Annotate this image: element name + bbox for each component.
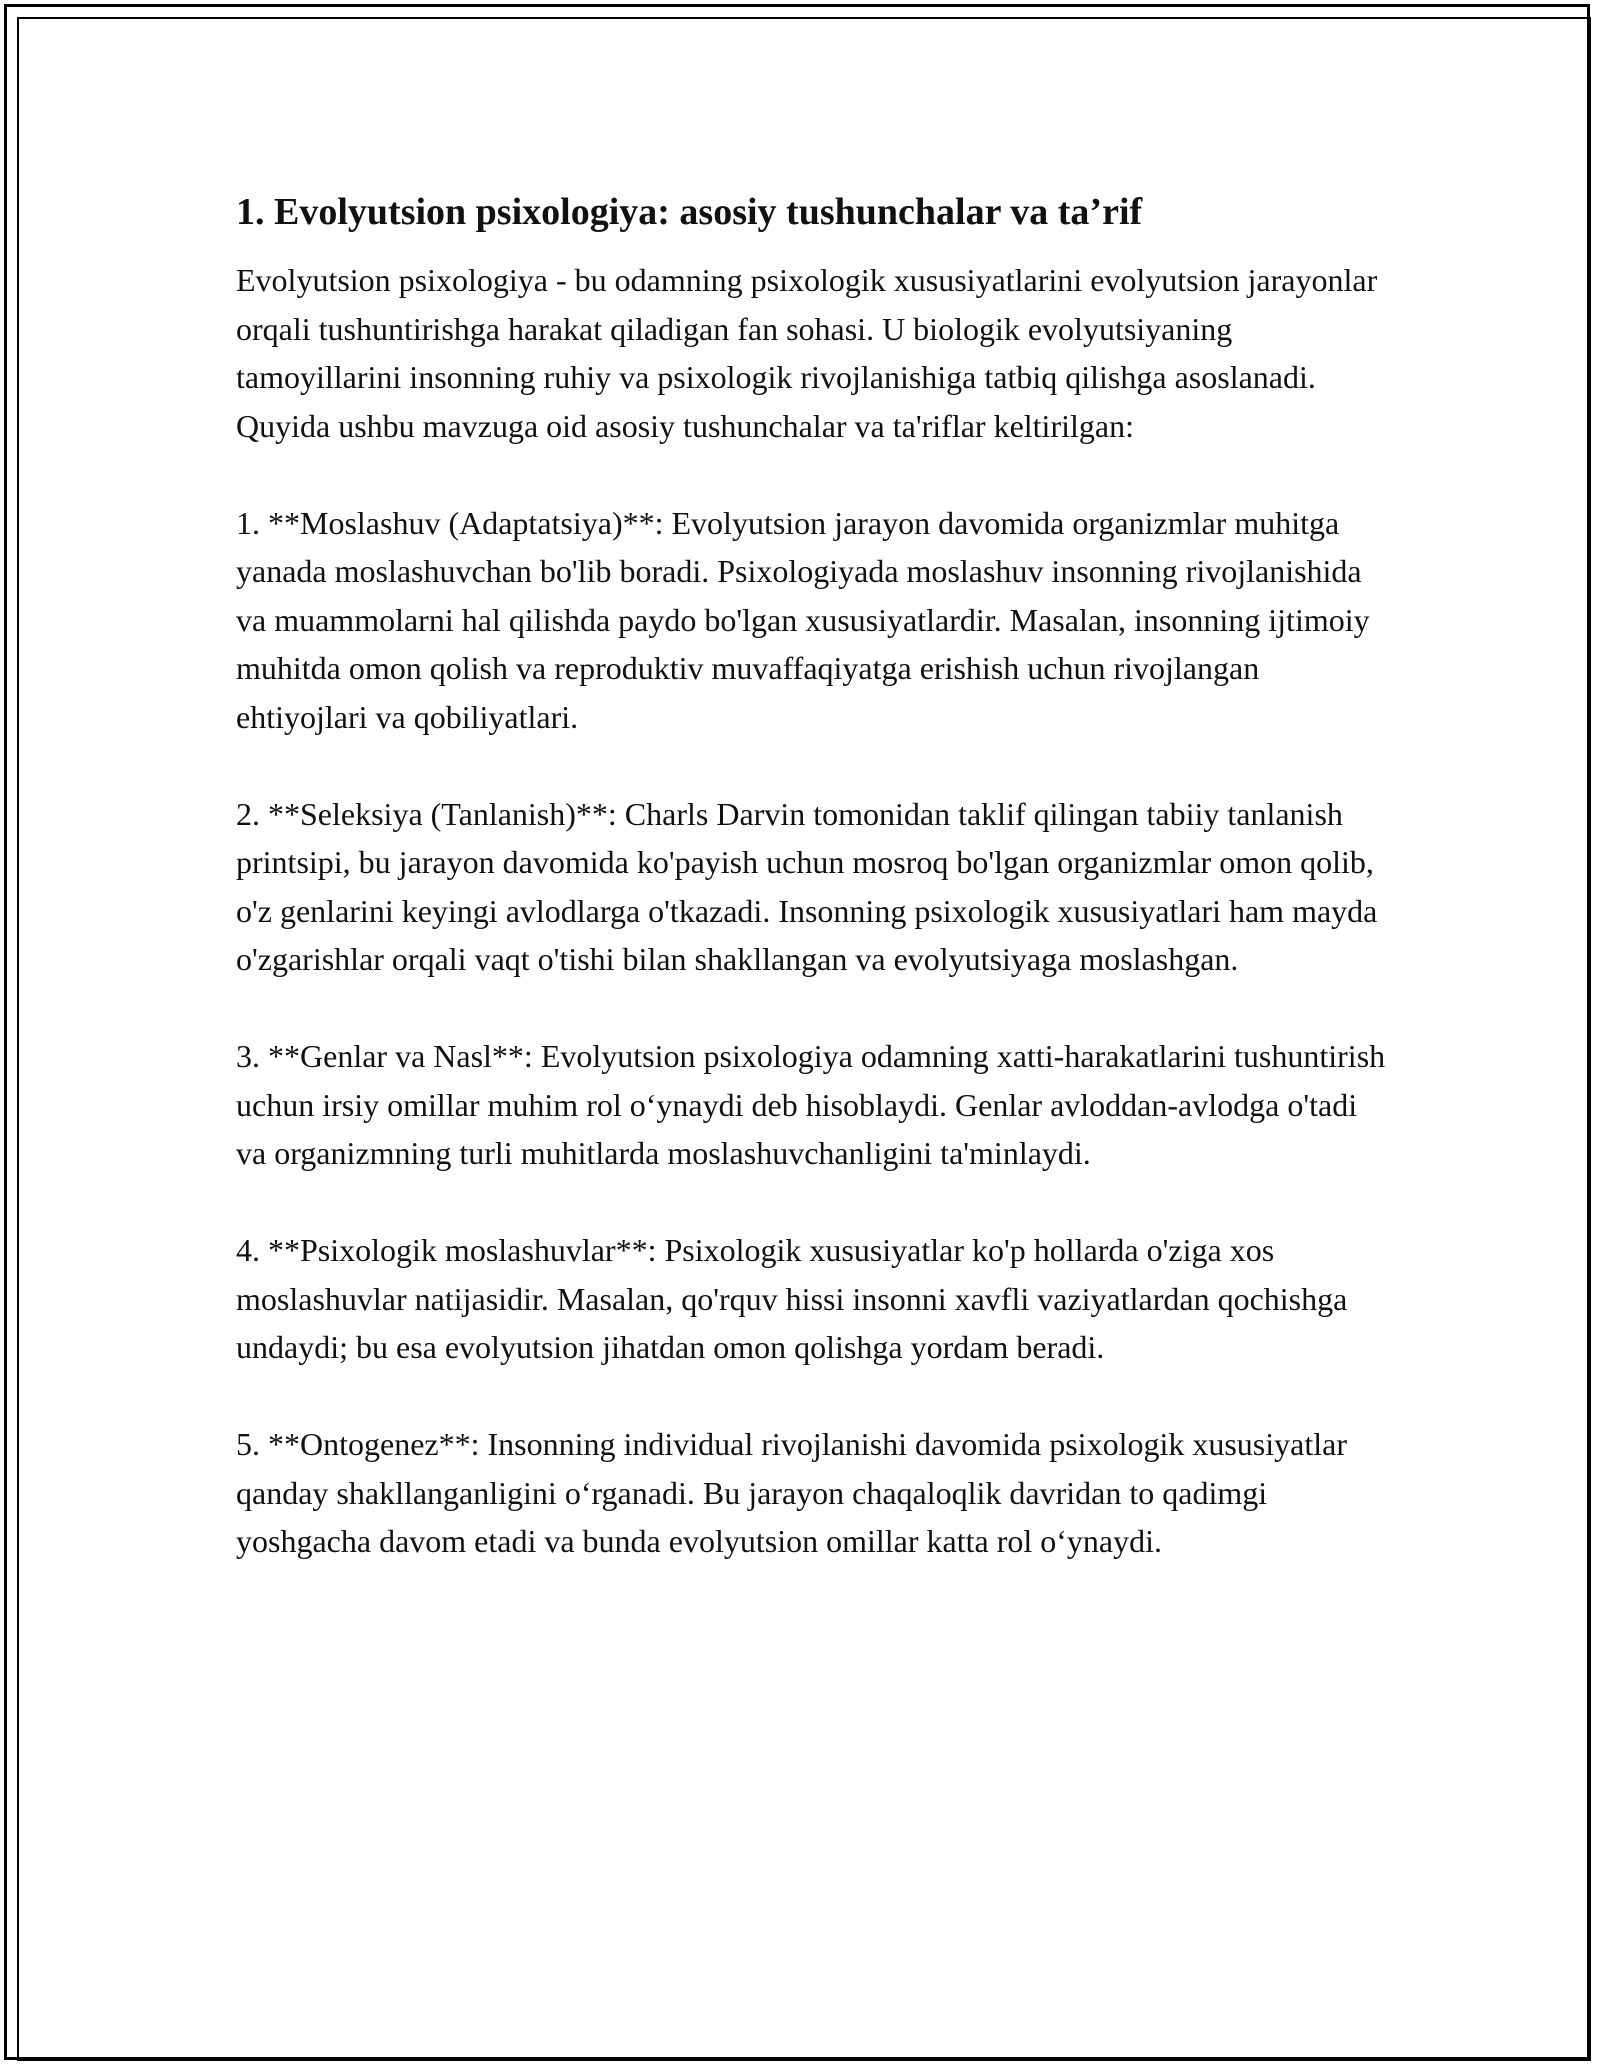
paragraph-ontogenesis: 5. **Ontogenez**: Insonning individual rivojlanishi davomida psixologik xususiyatlar qanday shakllanganligini o‘rganadi. Bu jarayon chaqaloqlik davridan to qadimgi yoshgacha davom etadi va bunda evolyutsion omillar katta rol o‘ynaydi. (236, 1426, 1347, 1559)
paragraph-genes: 3. **Genlar va Nasl**: Evolyutsion psixologiya odamning xatti-harakatlarini tushuntirish uchun irsiy omillar muhim rol o‘ynaydi deb hisoblaydi. Genlar avloddan-avlodga o'tadi va organizmning turli muhitlarda moslashuvchanligini ta'minlaydi. (236, 1038, 1386, 1171)
paragraph-adaptation: 1. **Moslashuv (Adaptatsiya)**: Evolyutsion jarayon davomida organizmlar muhitga yanada moslashuvchan bo'lib boradi. Psixologiyada moslashuv insonning rivojlanishida va muammolarni hal qilishda paydo bo'lgan xususiyatlardir. Masalan, insonning ijtimoiy muhitda omon qolish va reproduktiv muvaffaqiyatga erishish uchun rivojlangan ehtiyojlari va qobiliyatlari. (236, 504, 1370, 735)
document-title: 1. Evolyutsion psixologiya: asosiy tushunchalar va ta’rif (236, 191, 1143, 233)
document-body (236, 186, 1386, 1614)
intro-paragraph: Evolyutsion psixologiya - bu odamning psixologik xususiyatlarini evolyutsion jarayonlar orqali tushuntirishga harakat qiladigan fan sohasi. U biologik evolyutsiyaning tamoyillarini insonning ruhiy va psixologik rivojlanishiga tatbiq qilishga asoslanadi. Quyida ushbu mavzuga oid asosiy tushunchalar va ta'riflar keltirilgan: (236, 262, 1378, 444)
paragraph-psychological-adaptations: 4. **Psixologik moslashuvlar**: Psixologik xususiyatlar ko'p hollarda o'ziga xos moslashuvlar natijasidir. Masalan, qo'rquv hissi insonni xavfli vaziyatlardan qochishga undaydi; bu esa evolyutsion jihatdan omon qolishga yordam beradi. (236, 1232, 1348, 1365)
paragraph-selection: 2. **Seleksiya (Tanlanish)**: Charls Darvin tomonidan taklif qilingan tabiiy tanlanish printsipi, bu jarayon davomida ko'payish uchun mosroq bo'lgan organizmlar omon qolib, o'z genlarini keyingi avlodlarga o'tkazadi. Insonning psixologik xususiyatlari ham mayda o'zgarishlar orqali vaqt o'tishi bilan shakllangan va evolyutsiyaga moslashgan. (236, 795, 1378, 977)
